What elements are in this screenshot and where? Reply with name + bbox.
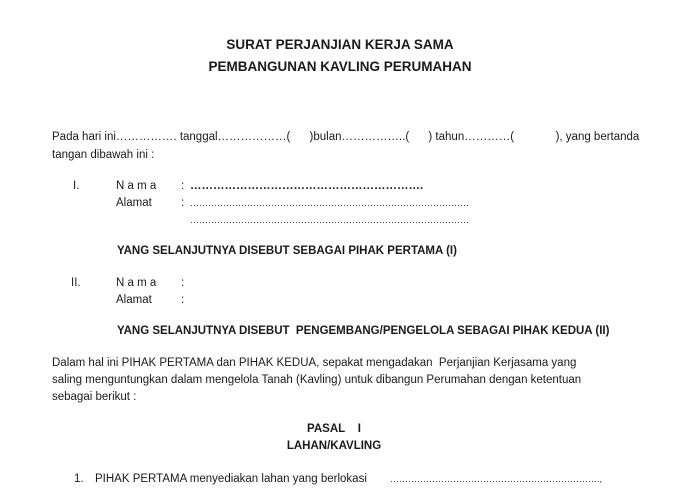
party1-address-value-line-2: …………………………………………………………………………………: [190, 215, 469, 225]
party1-name-value: …………………………………………………….: [190, 180, 424, 192]
party1-name-label: N a m a: [116, 180, 157, 192]
party2-address-label: Alamat: [116, 294, 152, 306]
pasal-heading: PASAL I: [307, 423, 361, 435]
opening-paragraph-line-2: tangan dibawah ini :: [52, 149, 155, 161]
clause-1-blank: …………………………………………………………….,: [390, 474, 603, 484]
party1-address-label: Alamat: [116, 197, 152, 209]
agreement-paragraph-line-3: sebagai berikut :: [52, 391, 137, 403]
party1-address-colon: :: [181, 197, 185, 209]
pasal-subheading: LAHAN/KAVLING: [286, 440, 382, 452]
clause-1-text: PIHAK PERTAMA menyediakan lahan yang berlokasi: [95, 473, 367, 485]
party2-name-label: N a m a: [116, 277, 157, 289]
party2-address-colon: :: [181, 294, 185, 306]
party2-number: II.: [71, 277, 81, 289]
party2-name-colon: :: [181, 277, 185, 289]
agreement-paragraph-line-2: saling menguntungkan dalam mengelola Tanah (Kavling) untuk dibangun Perumahan dengan ketentuan: [52, 374, 582, 386]
party1-designation: YANG SELANJUTNYA DISEBUT SEBAGAI PIHAK PERTAMA (I): [117, 245, 457, 257]
party1-address-value-line-1: …………………………………………………………………………………: [190, 198, 469, 208]
party2-designation: YANG SELANJUTNYA DISEBUT PENGEMBANG/PENGELOLA SEBAGAI PIHAK KEDUA (II): [117, 325, 610, 337]
document-title-line-2: PEMBANGUNAN KAVLING PERUMAHAN: [208, 59, 472, 74]
party1-number: I.: [73, 180, 80, 192]
opening-paragraph-line-1: Pada hari ini……………. tanggal………………( )bulan……………..( ) tahun…………( ), yang bertanda: [52, 131, 640, 143]
document-title-line-1: SURAT PERJANJIAN KERJA SAMA: [226, 37, 454, 52]
clause-1-number: 1.: [74, 473, 84, 485]
party1-name-colon: :: [181, 180, 185, 192]
agreement-paragraph-line-1: Dalam hal ini PIHAK PERTAMA dan PIHAK KEDUA, sepakat mengadakan Perjanjian Kerjasama yang: [52, 357, 577, 369]
